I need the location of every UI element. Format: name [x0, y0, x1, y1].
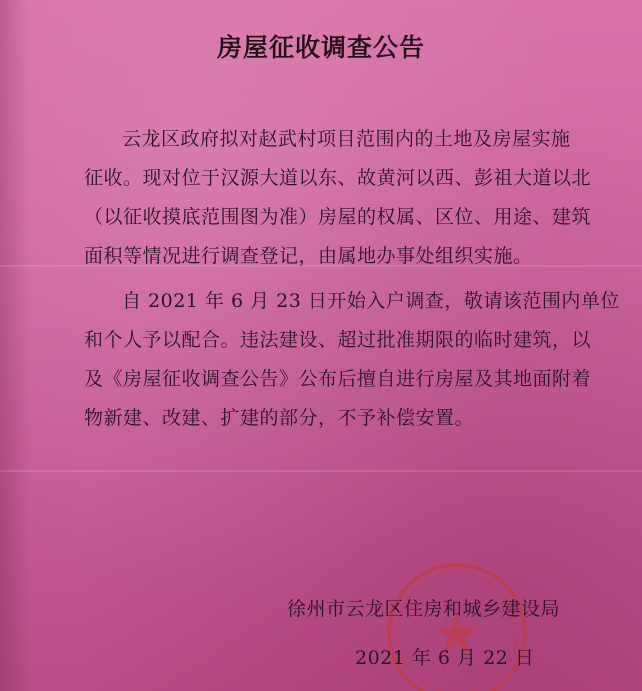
issue-date: 2021 年 6 月 22 日 — [355, 647, 535, 669]
paragraph-2-line: 和个人予以配合。违法建设、超过批准期限的临时建筑，以 — [84, 329, 592, 351]
paragraph-2-line: 自 2021 年 6 月 23 日开始入户调查，敬请该范围内单位 — [122, 290, 620, 312]
issuer-name: 徐州市云龙区住房和城乡建设局 — [287, 598, 561, 620]
notice-title: 房屋征收调查公告 — [216, 33, 425, 62]
paragraph-1 — [84, 120, 614, 276]
paper-edge-shadow — [0, 0, 30, 691]
paragraph-1-line: 面积等情况进行调查登记，由属地办事处组织实施。 — [84, 245, 533, 267]
official-seal-icon — [382, 558, 532, 691]
paragraph-2-line: 物新建、改建、扩建的部分，不予补偿安置。 — [84, 407, 475, 429]
paragraph-2 — [84, 282, 620, 438]
paragraph-2-line: 及《房屋征收调查公告》公布后擅自进行房屋及其地面附着 — [84, 368, 592, 390]
paper-crease — [0, 470, 642, 472]
paragraph-1-line: 征收。现对位于汉源大道以东、故黄河以西、彭祖大道以北 — [84, 167, 592, 189]
paragraph-1-line: 云龙区政府拟对赵武村项目范围内的土地及房屋实施 — [122, 128, 571, 150]
paragraph-1-line: （以征收摸底范围图为准）房屋的权属、区位、用途、建筑 — [84, 206, 592, 228]
